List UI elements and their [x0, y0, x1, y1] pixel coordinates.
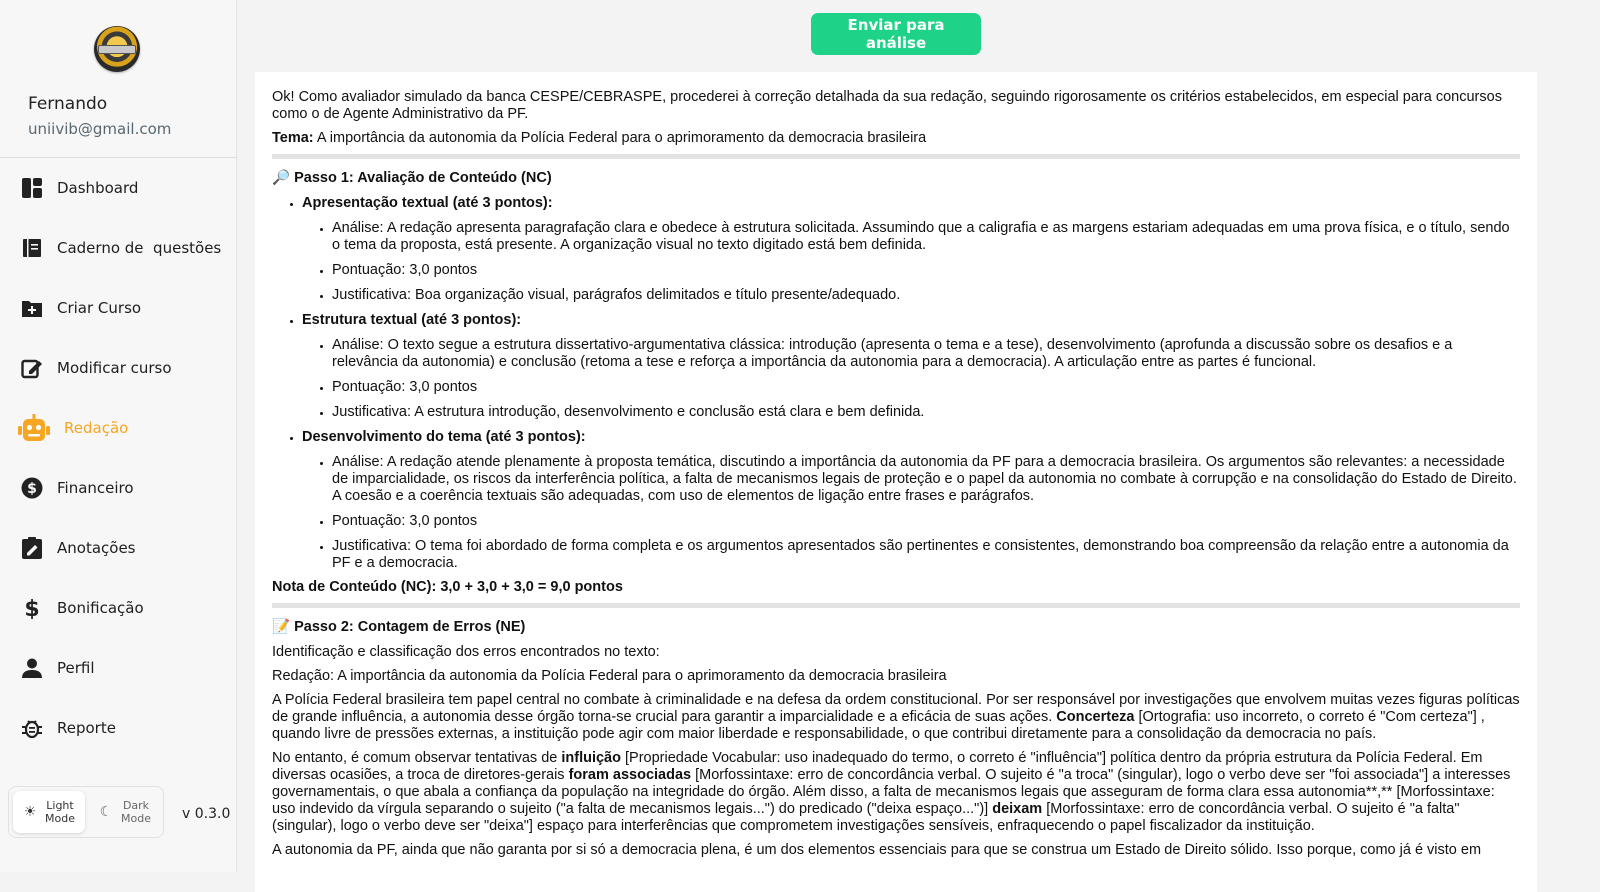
sidebar-item-bonificacao[interactable]	[0, 588, 237, 628]
criterion-detail: • Justificativa: Boa organização visual, parágrafos delimitados e título presente/adequado.	[332, 287, 1520, 304]
robot-icon	[18, 416, 50, 440]
sidebar-item-label: Criar Curso	[57, 299, 142, 317]
essay-text: A Polícia Federal brasileira tem papel central no combate à criminalidade e na defesa da ordem constitucional. Por ser responsável por investigações que envolvem muitas vezes figuras políticas de grande influência, a autonomia desse órgão torna-se crucial para garantir a imparcialidade e a eficácia de suas ações.	[272, 692, 1520, 725]
essay-text: [Ortografia: uso incorreto, o correto é "Com certeza"] , quando livre de pressões externas, a instituição pode agir com maior liberdade e responsabilidade, o que contribui diretamente para a consolidação da democracia no país.	[272, 709, 1485, 742]
essay-paragraph: A autonomia da PF, ainda que não garanta por si só a democracia plena, é um dos elementos essenciais para que se construa um Estado de Direito sólido. Isso porque, como já é visto em	[272, 842, 1482, 858]
intro-text: Ok! Como avaliador simulado da banca CESPE/CEBRASPE, procederei à correção detalhada da sua redação, seguindo rigorosamente os critérios estabelecidos, em especial para concursos como o de Agente Administrativo da PF.	[272, 89, 1502, 122]
essay-text: [Morfossintaxe: erro de concordância verbal. O sujeito é "a falta" (singular), logo o verbo deve ser "deixa"] espaço para interferências que comprometem investigações sensíveis, enfraquecendo o papel fiscalizador da instituição.	[272, 801, 1460, 834]
essay-text: [Propriedade Vocabular: uso inadequado do termo, o correto é "influência"] política dentro da própria estrutura da Polícia Federal. Em diversas ocasiões, a troca de diretores-gerais	[272, 750, 1483, 783]
theme-switcher	[8, 786, 164, 838]
essay-text: [Morfossintaxe: erro de concordância verbal. O sujeito é "a troca" (singular), logo o verbo deve ser "foi associada"] a interesses governamentais, o que abala a confiança da população na integridade do órgão. Além disso, a falta de mecanismos legais que asseguram de forma clara essa autonomia**,** [Morfossintaxe: uso indevido da vírgula separando o sujeito ("a falta de mecanismos legais...") do predicado ("deixa espaço...")]	[272, 767, 1511, 817]
user-name: Fernando	[28, 94, 108, 114]
tema-text: A importância da autonomia da Polícia Federal para o aprimoramento da democracia brasileira	[313, 130, 927, 146]
notebook-icon	[20, 236, 44, 260]
section-divider	[272, 603, 1520, 608]
clipboard-edit-icon	[20, 536, 44, 560]
sidebar-item-perfil[interactable]	[0, 648, 237, 688]
redacao-title: Redação: A importância da autonomia da Polícia Federal para o aprimoramento da democracia brasileira	[272, 668, 947, 684]
dark-mode-button[interactable]	[89, 791, 161, 833]
bug-icon	[20, 716, 44, 740]
dollar-circle-icon	[20, 476, 44, 500]
criterion-detail: • Análise: A redação atende plenamente à proposta temática, discutindo a importância da autonomia da PF para a democracia brasileira. Os argumentos são relevantes: a necessidade de imparcialidade, os riscos da interferência política, a falta de mecanismos legais de proteção e o papel da autonomia no combate à corrupção e na consolidação do Estado de Direito. A coesão e a coerência textuais são adequadas, com uso de elementos de ligação entre frases e parágrafos.	[332, 454, 1520, 505]
sidebar-item-reporte[interactable]	[0, 708, 237, 748]
sidebar-item-label: Modificar curso	[57, 359, 172, 377]
criterion-title: • Apresentação textual (até 3 pontos):	[302, 195, 553, 211]
sun-icon: ☀	[23, 803, 37, 820]
essay-paragraph	[272, 750, 1520, 835]
svg-text:$: $	[27, 481, 37, 497]
criterion-detail: • Análise: A redação apresenta paragrafação clara e obedece à estrutura solicitada. Assumindo que a caligrafia e as margens estariam adequadas em uma prova física, e o título, sendo o tema da proposta, está presente. A organização visual no texto digitado está bem definida.	[332, 220, 1520, 254]
tema-line	[272, 130, 1520, 147]
criterion-item	[302, 429, 1520, 572]
sidebar-item-criar-curso[interactable]	[0, 288, 237, 328]
dashboard-icon	[20, 176, 44, 200]
sidebar-item-anotacoes[interactable]	[0, 528, 237, 568]
error-word: Concerteza	[1056, 709, 1135, 725]
criterion-detail: • Justificativa: O tema foi abordado de forma completa e os argumentos apresentados são pertinentes e consistentes, demonstrando boa compreensão da relação entre a autonomia da PF e a democracia.	[332, 538, 1520, 572]
light-mode-button[interactable]	[13, 791, 85, 833]
sidebar-item-label: Bonificação	[57, 599, 144, 617]
sidebar-item-label: Caderno de questões	[57, 239, 222, 257]
sidebar-item-label: Financeiro	[57, 479, 134, 497]
dark-mode-label: Dark Mode	[121, 799, 151, 825]
sidebar	[0, 0, 237, 872]
step1-title: 🔎 Passo 1: Avaliação de Conteúdo (NC)	[272, 170, 552, 186]
criterion-item	[302, 195, 1520, 304]
folder-plus-icon	[20, 296, 44, 320]
nc-total: Nota de Conteúdo (NC): 3,0 + 3,0 + 3,0 = 9,0 pontos	[272, 579, 623, 595]
section-divider	[272, 154, 1520, 159]
criterion-detail: • Pontuação: 3,0 pontos	[332, 513, 1520, 530]
criterion-detail: • Análise: O texto segue a estrutura dissertativo-argumentativa clássica: introdução (apresenta o tema e a tese), desenvolvimento (aprofunda a discussão sobre os desafios e a relevância da autonomia) e conclusão (retoma a tese e reforça a importância da autonomia para a democracia). A articulação entre as partes é funcional.	[332, 337, 1520, 371]
error-word: deixam	[992, 801, 1043, 817]
app-version: v 0.3.0	[182, 806, 231, 822]
edit-icon	[20, 356, 44, 380]
light-mode-label: Light Mode	[45, 799, 75, 825]
sidebar-divider	[0, 157, 237, 158]
criteria-list	[272, 195, 1520, 572]
logo	[94, 26, 140, 72]
step2-intro: Identificação e classificação dos erros encontrados no texto:	[272, 644, 660, 660]
criterion-detail: • Pontuação: 3,0 pontos	[332, 379, 1520, 396]
sidebar-item-redacao[interactable]	[0, 408, 237, 448]
error-word: foram associadas	[568, 767, 692, 783]
sidebar-item-label: Reporte	[57, 719, 116, 737]
essay-text: No entanto, é comum observar tentativas de	[272, 750, 562, 766]
criterion-title: • Desenvolvimento do tema (até 3 pontos):	[302, 429, 586, 445]
sidebar-item-label: Redação	[64, 419, 129, 437]
sidebar-item-label: Perfil	[57, 659, 95, 677]
send-for-analysis-button[interactable]: Enviar para análise	[811, 13, 981, 55]
dollar-icon	[20, 596, 44, 620]
person-icon	[20, 656, 44, 680]
sidebar-item-caderno[interactable]	[0, 228, 237, 268]
criterion-detail: • Justificativa: A estrutura introdução, desenvolvimento e conclusão está clara e bem definida.	[332, 404, 1520, 421]
step2-title: 📝 Passo 2: Contagem de Erros (NE)	[272, 619, 526, 635]
sidebar-item-label: Dashboard	[57, 179, 139, 197]
svg-text:$: $	[24, 597, 40, 619]
analysis-panel	[255, 72, 1537, 892]
sidebar-item-modificar-curso[interactable]	[0, 348, 237, 388]
criterion-item	[302, 312, 1520, 421]
criterion-title: • Estrutura textual (até 3 pontos):	[302, 312, 522, 328]
error-word: influição	[561, 750, 621, 766]
essay-paragraph	[272, 692, 1520, 743]
user-email: uniivib@gmail.com	[28, 120, 172, 138]
sidebar-item-dashboard[interactable]	[0, 168, 237, 208]
criterion-detail: • Pontuação: 3,0 pontos	[332, 262, 1520, 279]
sidebar-item-financeiro[interactable]	[0, 468, 237, 508]
tema-label: Tema:	[272, 130, 314, 146]
moon-icon: ☾	[99, 803, 113, 820]
sidebar-item-label: Anotações	[57, 539, 136, 557]
